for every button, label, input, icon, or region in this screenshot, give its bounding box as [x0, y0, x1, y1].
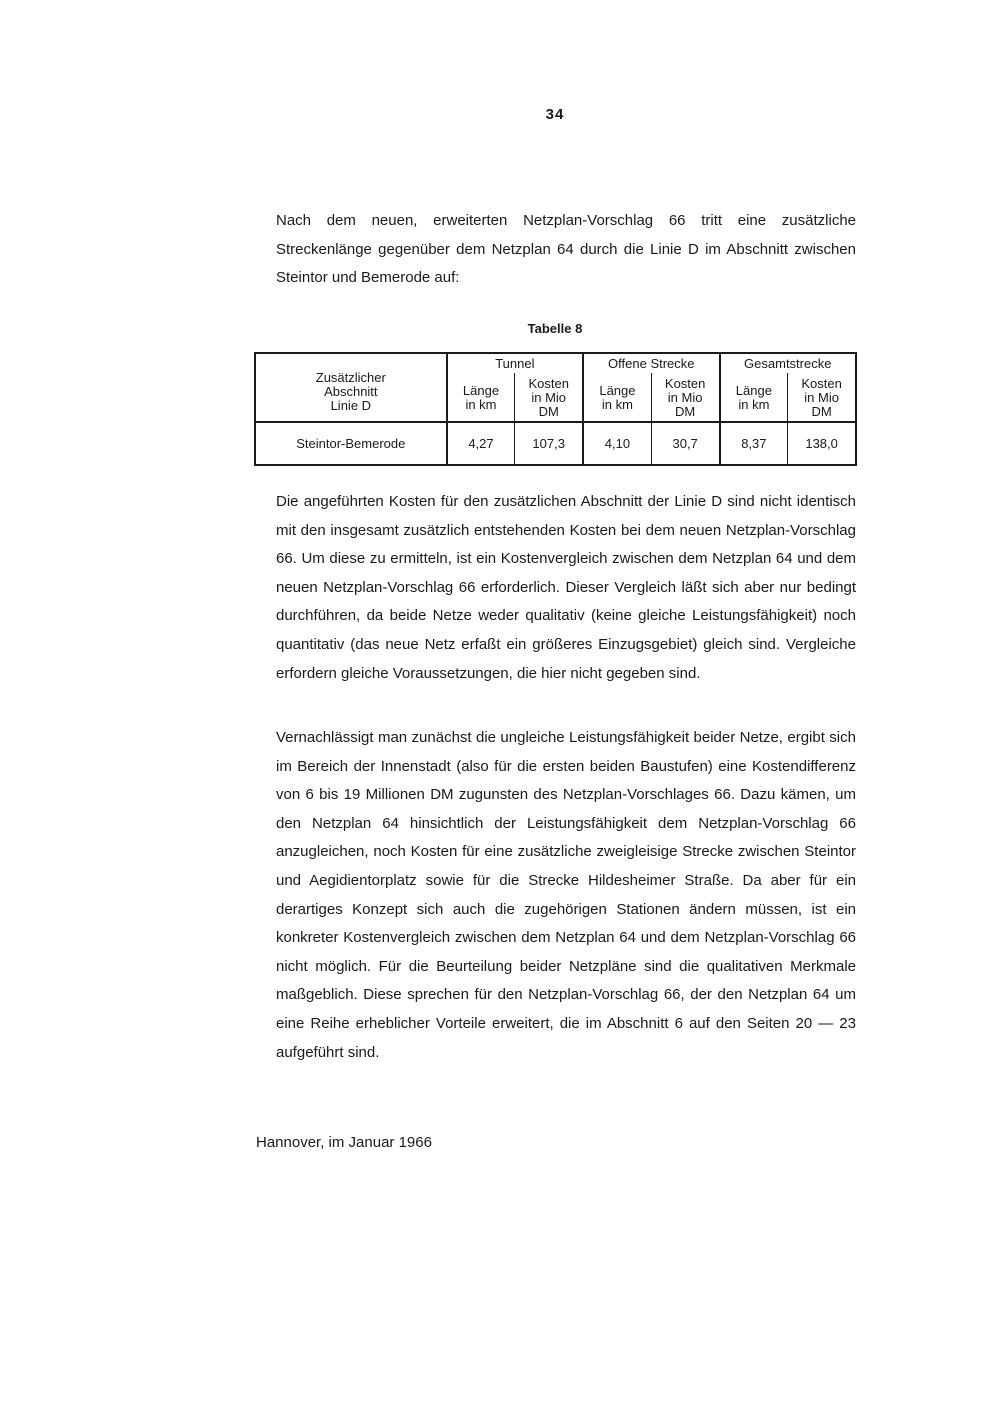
tunnel-cost-cell: 107,3: [515, 422, 583, 465]
open-cost-cell: 30,7: [651, 422, 719, 465]
total-cost-cell: 138,0: [788, 422, 856, 465]
group-header-tunnel: Tunnel: [447, 353, 583, 373]
subheader-line: Länge: [599, 383, 636, 398]
total-length-cell: 8,37: [720, 422, 788, 465]
subheader-line: Länge: [735, 383, 772, 398]
subheader-cost: [788, 373, 856, 422]
subheader-line: in km: [465, 397, 497, 412]
tunnel-length-cell: 4,27: [447, 422, 515, 465]
subheader-line: Länge: [462, 383, 500, 398]
row-header-line: Abschnitt: [324, 383, 378, 399]
cost-table: [254, 352, 857, 466]
subheader-line: in Mio: [667, 390, 703, 405]
subheader-length: [447, 373, 515, 422]
subheader-cost: [651, 373, 719, 422]
group-header-open: Offene Strecke: [583, 353, 719, 373]
subheader-line: in Mio: [531, 390, 567, 405]
group-header-total: Gesamtstrecke: [720, 353, 856, 373]
subheader-line: in km: [601, 397, 633, 412]
signoff: Hannover, im Januar 1966: [256, 1134, 432, 1151]
page-number: 34: [545, 106, 565, 123]
paragraph-3: Vernachlässigt man zunächst die ungleiche Leistungsfähigkeit beider Netze, ergibt sich im Bereich der Innenstadt (also für die ersten beiden Baustufen) eine Kostendifferenz von 6 bis 19 Millionen DM zugunsten des Netzplan-Vorschlages 66. Dazu kämen, um den Netzplan 64 hinsichtlich der Leistungsfähigkeit dem Netzplan-Vorschlag 66 anzugleichen, noch Kosten für eine zusätzliche zweigleisige Strecke zwischen Steintor und Aegidientorplatz sowie für die Strecke Hildesheimer Straße. Da aber für ein derartiges Konzept sich auch die zugehörigen Stationen ändern müssen, ist ein konkreter Kostenvergleich zwischen dem Netzplan 64 und dem Netzplan-Vorschlag 66 nicht möglich. Für die Beurteilung beider Netzpläne sind die qualitativen Merkmale maßgeblich. Diese sprechen für den Netzplan-Vorschlag 66, der den Netzplan 64 um eine Reihe erheblicher Vorteile erweitert, die im Abschnitt 6 auf den Seiten 20 — 23 aufgeführt sind.: [276, 729, 856, 1061]
row-header-cell: [255, 353, 447, 422]
table-caption: Tabelle 8: [527, 321, 583, 336]
row-label: Steintor-Bemerode: [296, 435, 406, 451]
subheader-line: DM: [811, 404, 832, 419]
subheader-cost: [515, 373, 583, 422]
subheader-length: [720, 373, 788, 422]
subheader-line: in Mio: [804, 390, 839, 405]
paragraph-2: Die angeführten Kosten für den zusätzlichen Abschnitt der Linie D sind nicht identisch mit den insgesamt zusätzlich entstehenden Kosten bei dem neuen Netzplan-Vorschlag 66. Um diese zu ermitteln, ist ein Kostenvergleich zwischen dem Netzplan 64 und dem neuen Netzplan-Vorschlag 66 erforderlich. Dieser Vergleich läßt sich aber nur bedingt durchführen, da beide Netze weder qualitativ (keine gleiche Leistungsfähigkeit) noch quantitativ (das neue Netz erfaßt ein größeres Einzugsgebiet) gleich sind. Vergleiche erfordern gleiche Voraussetzungen, die hier nicht gegeben sind.: [276, 493, 856, 682]
row-header-line: Zusätzlicher: [315, 369, 386, 385]
subheader-line: Kosten: [664, 376, 706, 391]
subheader-line: in km: [738, 397, 770, 412]
subheader-line: Kosten: [801, 376, 842, 391]
row-header-line: Linie D: [330, 397, 372, 413]
open-length-cell: 4,10: [583, 422, 651, 465]
intro-paragraph: Nach dem neuen, erweiterten Netzplan-Vorschlag 66 tritt eine zusätzliche Streckenlänge gegenüber dem Netzplan 64 durch die Linie D im Abschnitt zwischen Steintor und Bemerode auf:: [276, 212, 856, 287]
subheader-length: [583, 373, 651, 422]
table-row: [255, 422, 856, 465]
subheader-line: DM: [675, 404, 696, 419]
subheader-line: Kosten: [528, 376, 569, 391]
subheader-line: DM: [538, 404, 559, 419]
